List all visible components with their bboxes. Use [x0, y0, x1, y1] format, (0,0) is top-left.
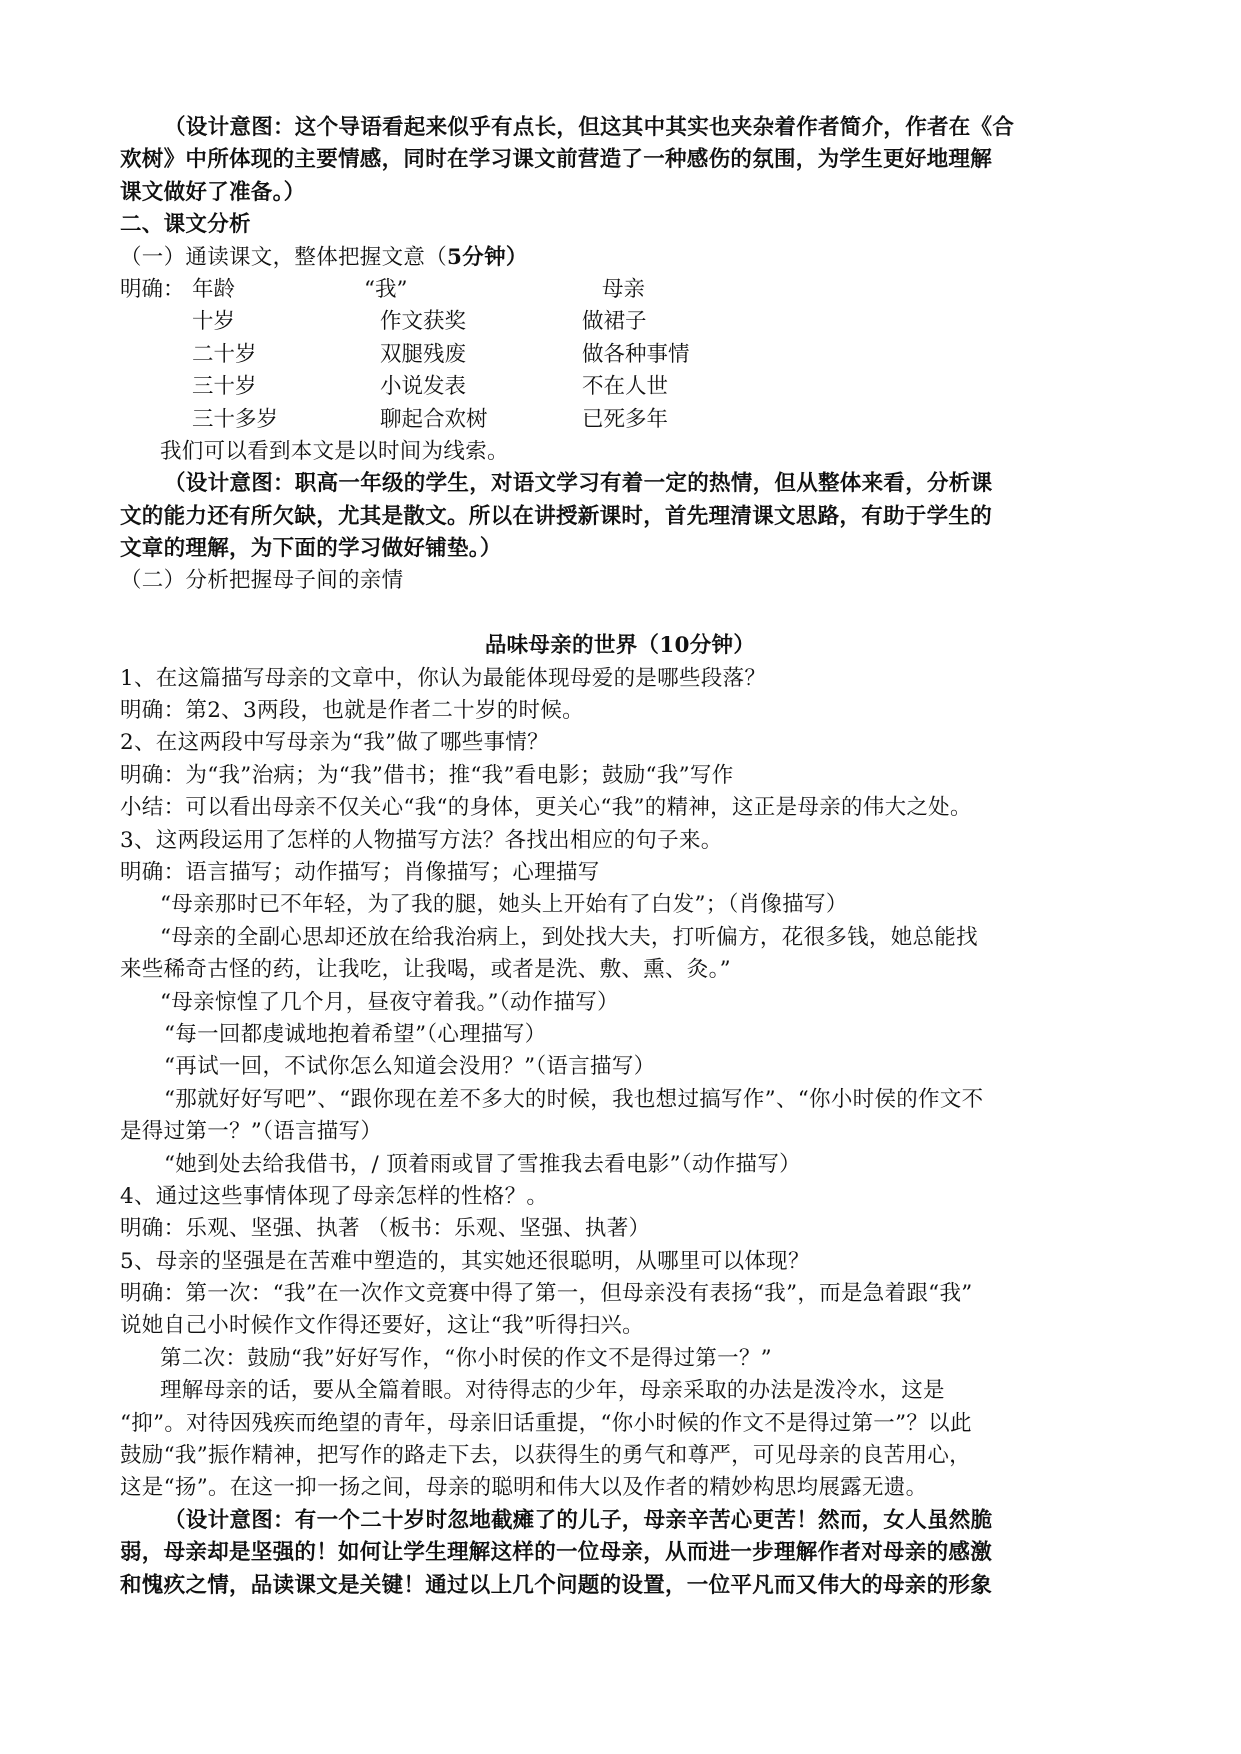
question-3: 3、这两段运用了怎样的人物描写方法？各找出相应的句子来。 — [120, 827, 723, 853]
table-cell-age: 三十多岁 — [192, 406, 279, 432]
table-header-me: “我” — [364, 276, 408, 302]
table-cell-mother: 做裙子 — [582, 309, 647, 335]
answer-3: 明确：语言描写；动作描写；肖像描写；心理描写 — [120, 859, 600, 885]
design-intent-3-line-3: 和愧疚之情，品读课文是关键！通过以上几个问题的设置，一位平凡而又伟大的母亲的形象 — [120, 1572, 993, 1598]
paragraph-line-4: 这是“扬”。在这一抑一扬之间，母亲的聪明和伟大以及作者的精妙构思均展露无遗。 — [120, 1475, 928, 1501]
center-title: 品味母亲的世界（10分钟） — [484, 633, 756, 659]
quote-language-1: “再试一回，不试你怎么知道会没用？”（语言描写） — [164, 1054, 656, 1080]
question-4: 4、通过这些事情体现了母亲怎样的性格？。 — [120, 1183, 549, 1209]
spacer — [120, 598, 1120, 630]
answer-5-line-1: 明确：第一次：“我”在一次作文竞赛中得了第一，但母亲没有表扬“我”，而是急着跟“我” — [120, 1281, 973, 1307]
answer-1: 明确：第2、3两段，也就是作者二十岁的时候。 — [120, 698, 584, 724]
timeline-table-header — [120, 274, 1120, 306]
quote-language-2-line-1: “那就好好写吧”、“跟你现在差不多大的时候，我也想过搞写作”、“你小时侯的作文不 — [164, 1086, 984, 1112]
table-cell-me: 双腿残废 — [380, 341, 467, 367]
summary: 小结：可以看出母亲不仅关心“我“的身体，更关心“我”的精神，这正是母亲的伟大之处。 — [120, 795, 972, 821]
paragraph-line-3: 鼓励“我”振作精神，把写作的路走下去，以获得生的勇气和尊严，可见母亲的良苦用心， — [120, 1443, 971, 1469]
table-cell-mother: 做各种事情 — [582, 341, 690, 367]
timeline-clue: 我们可以看到本文是以时间为线索。 — [160, 438, 509, 464]
table-row — [120, 339, 1120, 371]
paragraph-line-1: 理解母亲的话，要从全篇着眼。对待得志的少年，母亲采取的办法是泼冷水，这是 — [160, 1378, 945, 1404]
subsection-1-time: 5分钟） — [447, 244, 528, 270]
quote-treatment-line-1: “母亲的全副心思却还放在给我治病上，到处找大夫，打听偏方，花很多钱，她总能找 — [160, 924, 978, 950]
paragraph-line-2: “抑”。对待因残疾而绝望的青年，母亲旧话重提，“你小时候的作文不是得过第一”？以此 — [120, 1410, 972, 1436]
quote-treatment-line-2: 来些稀奇古怪的药，让我吃，让我喝，或者是洗、敷、熏、灸。” — [120, 957, 731, 983]
table-row — [120, 306, 1120, 338]
design-intent-2-line-2: 文的能力还有所欠缺，尤其是散文。所以在讲授新课时，首先理清课文思路，有助于学生的 — [120, 503, 993, 529]
table-cell-age: 三十岁 — [192, 374, 257, 400]
answer-5-line-2: 说她自己小时候作文作得还要好，这让“我”听得扫兴。 — [120, 1313, 644, 1339]
quote-action-1: “母亲惊惶了几个月，昼夜守着我。”（动作描写） — [160, 989, 619, 1015]
quote-psychology: “每一回都虔诚地抱着希望”（心理描写） — [164, 1021, 547, 1047]
table-row — [120, 404, 1120, 436]
table-row — [120, 371, 1120, 403]
section-heading-text-analysis: 二、课文分析 — [120, 212, 251, 238]
answer-4: 明确：乐观、坚强、执著 （板书：乐观、坚强、执著） — [120, 1216, 651, 1242]
design-intent-3-line-2: 弱，母亲却是坚强的！如何让学生理解这样的一位母亲，从而进一步理解作者对母亲的感激 — [120, 1540, 993, 1566]
table-cell-me: 作文获奖 — [380, 309, 467, 335]
document-page — [120, 112, 1120, 1602]
subsection-1-heading — [120, 242, 1120, 274]
subsection-1-label: （一）通读课文，整体把握文意（ — [120, 244, 448, 270]
table-cell-me: 聊起合欢树 — [380, 406, 488, 432]
table-header-mother: 母亲 — [602, 276, 646, 302]
question-2: 2、在这两段中写母亲为“我”做了哪些事情？ — [120, 730, 549, 756]
design-intent-1-line-1: （设计意图：这个导语看起来似乎有点长，但这其中其实也夹杂着作者简介，作者在《合 — [164, 115, 1015, 140]
quote-portrait: “母亲那时已不年轻，为了我的腿，她头上开始有了白发”；（肖像描写） — [160, 892, 848, 918]
table-cell-age: 二十岁 — [192, 341, 257, 367]
question-5: 5、母亲的坚强是在苦难中塑造的，其实她还很聪明，从哪里可以体现？ — [120, 1248, 810, 1274]
quote-language-2-line-2: 是得过第一？”（语言描写） — [120, 1119, 383, 1145]
design-intent-1-line-3: 课文做好了准备。） — [120, 179, 306, 205]
answer-5-second: 第二次：鼓励“我”好好写作，“你小时侯的作文不是得过第一？” — [160, 1345, 772, 1371]
table-cell-mother: 不在人世 — [582, 374, 669, 400]
design-intent-2-line-3: 文章的理解，为下面的学习做好铺垫。） — [120, 536, 502, 562]
subsection-2-heading: （二）分析把握母子间的亲情 — [120, 568, 404, 594]
question-1: 1、在这篇描写母亲的文章中，你认为最能体现母爱的是哪些段落？ — [120, 665, 767, 691]
table-header-age: 年龄 — [192, 276, 236, 302]
design-intent-2-line-1: （设计意图：职高一年级的学生，对语文学习有着一定的热情，但从整体来看，分析课 — [164, 471, 993, 497]
design-intent-1-line-2: 欢树》中所体现的主要情感，同时在学习课文前营造了一种感伤的氛围，为学生更好地理解 — [120, 147, 993, 173]
table-cell-me: 小说发表 — [380, 374, 467, 400]
table-cell-mother: 已死多年 — [582, 406, 669, 432]
table-cell-age: 十岁 — [192, 309, 236, 335]
design-intent-3-line-1: （设计意图：有一个二十岁时忽地截瘫了的儿子，母亲辛苦心更苦！然而，女人虽然脆 — [164, 1507, 993, 1533]
quote-action-2: “她到处去给我借书，/ 顶着雨或冒了雪推我去看电影”（动作描写） — [164, 1151, 801, 1177]
table-label: 明确： — [120, 276, 185, 302]
answer-2: 明确：为“我”治病；为“我”借书；推“我”看电影；鼓励“我”写作 — [120, 762, 734, 788]
